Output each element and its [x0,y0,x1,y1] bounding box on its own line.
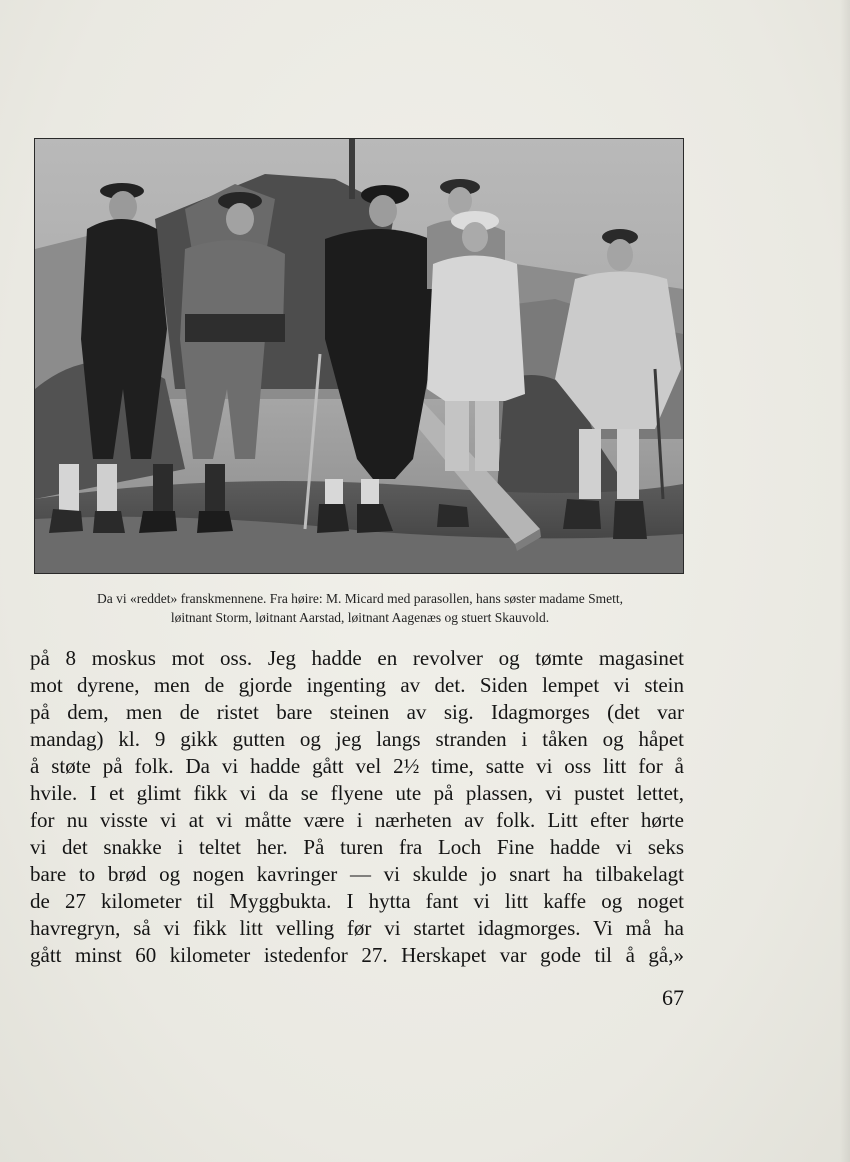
text-line: på 8 moskus mot oss. Jeg hadde en revolver og tømte magasinet [30,646,684,670]
body-paragraph [30,645,684,969]
text-line: å støte på folk. Da vi hadde gått vel 2½ time, satte vi oss litt for å [30,754,684,778]
photograph-icon [35,139,683,573]
text-line: bare to brød og nogen kavringer — vi skulde jo snart ha tilbakelagt [30,862,684,886]
text-line: vi det snakke i teltet her. På turen fra Loch Fine hadde vi seks [30,835,684,859]
text-line: havregryn, så vi fikk litt velling før vi startet idagmorges. Vi må ha [30,916,684,940]
page-number: 67 [662,985,684,1010]
text-line: mandag) kl. 9 gikk gutten og jeg langs stranden i tåken og håpet [30,727,684,751]
page-edge-shadow [840,0,850,1162]
text-line: de 27 kilometer til Myggbukta. I hytta fant vi litt kaffe og noget [30,889,684,913]
caption-line-2: løitnant Storm, løitnant Aarstad, løitnant Aagenæs og stuert Skauvold. [170,610,550,625]
caption-line-1: Da vi «reddet» franskmennene. Fra høire: M. Micard med parasollen, hans søster madame Smett, [97,591,623,606]
text-line: hvile. I et glimt fikk vi da se flyene ute på plassen, vi pustet lettet, [30,781,684,805]
photo-caption [40,589,680,627]
group-photograph [34,138,684,574]
text-line: for nu visste vi at vi måtte være i nærheten av folk. Litt efter hørte [30,808,684,832]
text-line: gått minst 60 kilometer istedenfor 27. Herskapet var gode til å gå,» [30,943,684,967]
text-line: på dem, men de ristet bare steinen av sig. Idagmorges (det var [30,700,684,724]
text-line: mot dyrene, men de gjorde ingenting av det. Siden lempet vi stein [30,673,684,697]
